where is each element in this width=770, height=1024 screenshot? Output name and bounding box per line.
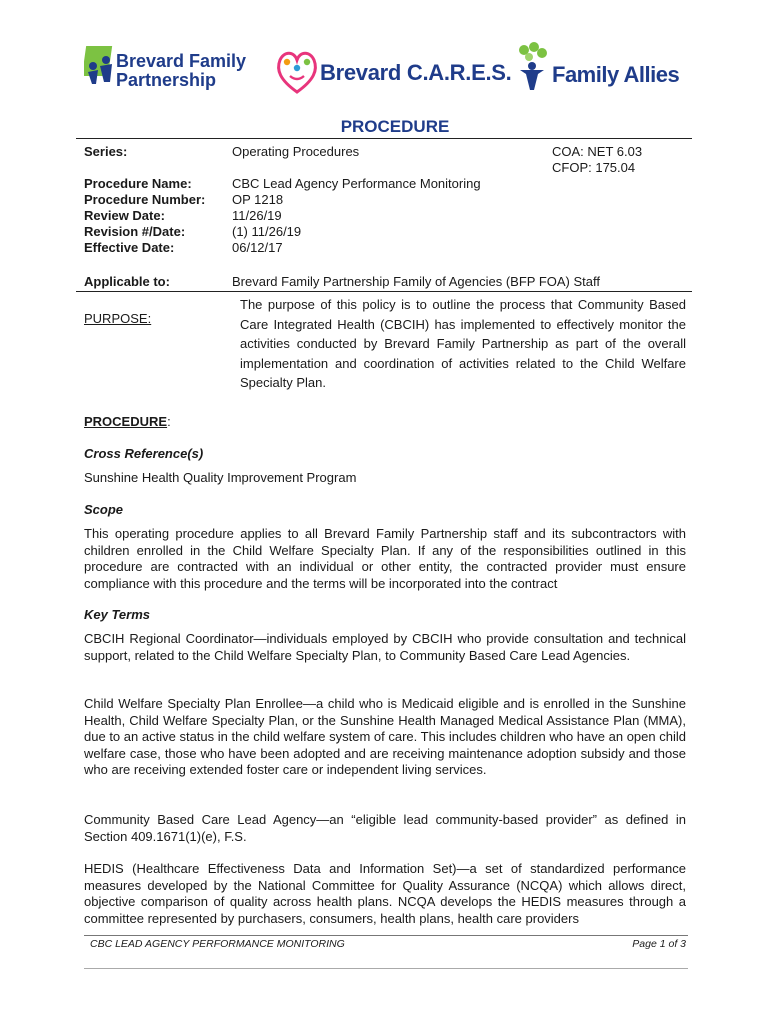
- key-term-regional-coordinator: CBCIH Regional Coordinator—individuals employed by CBCIH who provide consultation and technical support, related to the Child Welfare Specialty Plan, to Community Based Care Lead Agencies.: [84, 631, 686, 663]
- bfp-figures-icon: [84, 40, 118, 100]
- footer-page-number: Page 1 of 3: [632, 938, 686, 950]
- bfp-logo-line1: Brevard Family: [116, 51, 247, 71]
- series-label: Series:: [84, 144, 128, 159]
- cfop-code: CFOP: 175.04: [552, 160, 636, 175]
- scope-text: This operating procedure applies to all Brevard Family Partnership staff and its subcontractors with children enrolled in the Child Welfare Specialty Plan. If any of the responsibilities outlined in this procedure are contracted with an individual or other entity, the contracted provider must ensure compliance with this procedure and the terms will be incorporated into the contract: [84, 526, 686, 591]
- footer-bottom-divider: [84, 968, 688, 969]
- brevard-cares-logo: [274, 40, 512, 100]
- key-terms-heading: Key Terms: [84, 607, 150, 622]
- procedure-heading: PROCEDURE:: [84, 414, 171, 429]
- procedure-number-label: Procedure Number:: [84, 192, 206, 207]
- effective-date-label: Effective Date:: [84, 240, 175, 255]
- purpose-text: The purpose of this policy is to outline the process that Community Based Care Integrated Health (CBCIH) has implemented to effectively monitor the activities conducted by Brevard Family Partnership as part of the overall implementation and coordination of activities related to the Child Welfare Specialty Plan.: [240, 297, 686, 390]
- procedure-meta-labels: [84, 176, 205, 256]
- header-divider: [76, 138, 692, 139]
- document-title: PROCEDURE: [340, 117, 450, 136]
- family-allies-logo-text: Family Allies: [552, 62, 680, 87]
- applicable-value: Brevard Family Partnership Family of Agencies (BFP FOA) Staff: [232, 274, 600, 289]
- bfp-logo-line2: Partnership: [116, 70, 217, 90]
- series-value: Operating Procedures: [232, 144, 360, 159]
- revision-value: (1) 11/26/19: [232, 224, 302, 239]
- family-allies-logo: [512, 40, 692, 100]
- review-date-value: 11/26/19: [232, 208, 282, 223]
- procedure-number-value: OP 1218: [232, 192, 284, 207]
- coa-code: COA: NET 6.03: [552, 144, 643, 159]
- family-tree-icon: [512, 40, 552, 100]
- key-term-hedis: HEDIS (Healthcare Effectiveness Data and Information Set)—a set of standardized performance measures developed by the National Committee for Quality Assurance (NCQA) which allows direct, objective comparison of quality across health plans. NCQA develops the HEDIS measures through a committee represented by purchasers, consumers, health plans, health care providers: [84, 861, 686, 926]
- footer-document-name: CBC LEAD AGENCY PERFORMANCE MONITORING: [90, 938, 345, 950]
- heart-family-icon: [274, 40, 320, 100]
- brevard-cares-logo-text: Brevard C.A.R.E.S.: [320, 60, 512, 85]
- key-term-lead-agency: Community Based Care Lead Agency—an “eligible lead community-based provider” as defined in Section 409.1671(1)(e), F.S.: [84, 812, 686, 844]
- brevard-family-partnership-logo: [84, 40, 274, 100]
- procedure-name-value: CBC Lead Agency Performance Monitoring: [232, 176, 481, 191]
- scope-heading: Scope: [84, 502, 124, 517]
- procedure-meta-values: [232, 176, 481, 256]
- review-date-label: Review Date:: [84, 208, 165, 223]
- logo-bar: [84, 40, 690, 100]
- cross-reference-heading: Cross Reference(s): [84, 446, 204, 461]
- footer-divider: [84, 935, 688, 936]
- effective-date-value: 06/12/17: [232, 240, 283, 255]
- applicable-label: Applicable to:: [84, 274, 170, 289]
- cross-reference-text: Sunshine Health Quality Improvement Program: [84, 470, 357, 485]
- purpose-label: PURPOSE:: [84, 311, 152, 326]
- revision-label: Revision #/Date:: [84, 224, 186, 239]
- procedure-name-label: Procedure Name:: [84, 176, 192, 191]
- applicable-divider: [76, 291, 692, 292]
- key-term-specialty-plan-enrollee: Child Welfare Specialty Plan Enrollee—a child who is Medicaid eligible and is enrolled in the Sunshine Health, Child Welfare Specialty Plan, or the Sunshine Health Managed Medical Assistance Plan (MMA), due to an active status in the child welfare system of care. This includes children who have an open child welfare case, those who have been adopted and are receiving maintenance adoption subsidy and those who are receiving extended foster care or independent living services.: [84, 696, 686, 777]
